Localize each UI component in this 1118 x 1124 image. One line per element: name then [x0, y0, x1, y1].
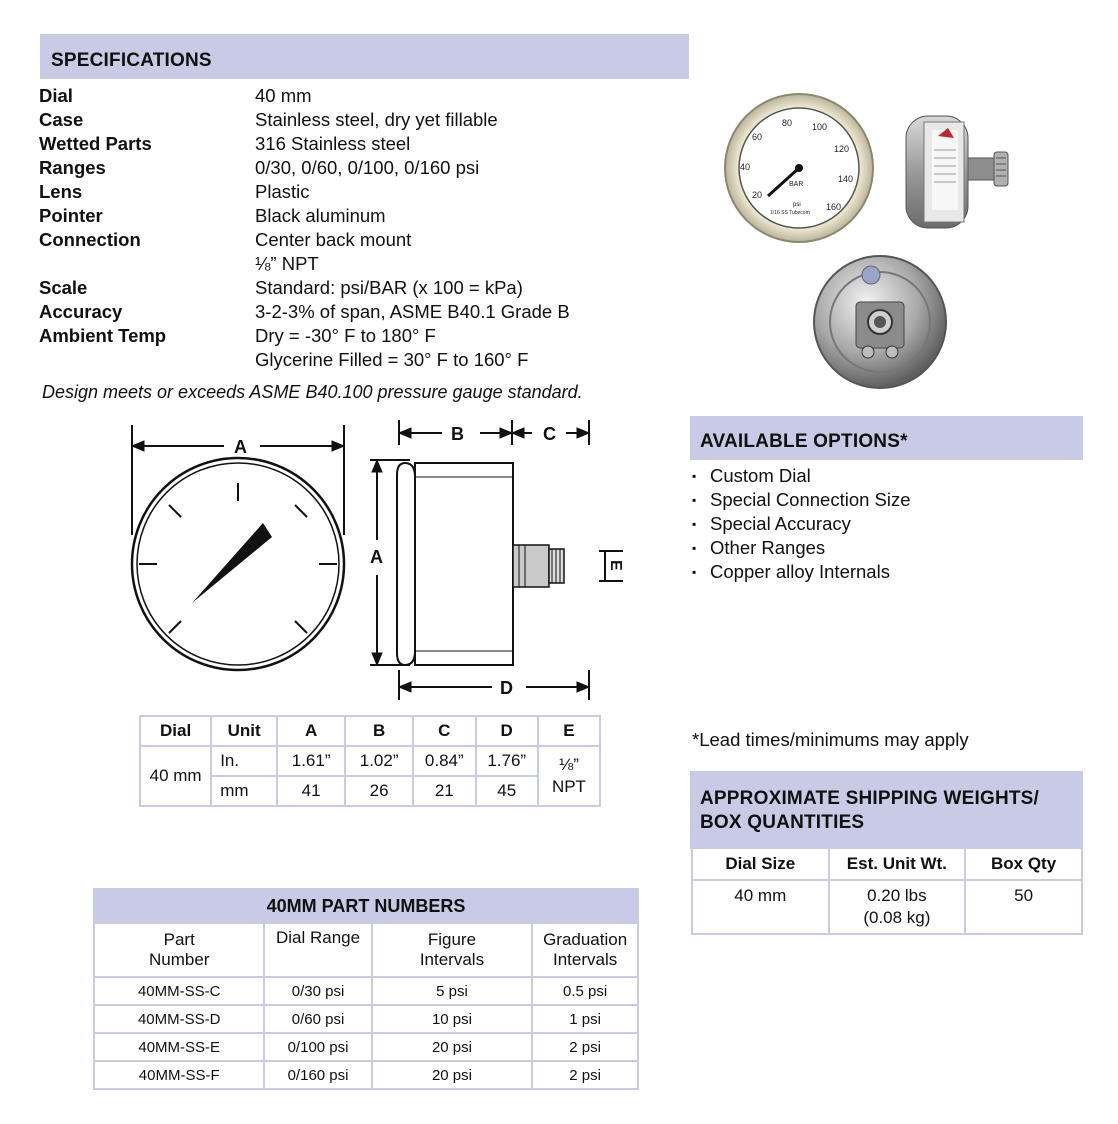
- gauge-photos: [700, 100, 1080, 400]
- col-header: A: [277, 716, 345, 746]
- graduation-interval-cell: 1 psi: [532, 1005, 638, 1033]
- list-item: ▪ Special Accuracy: [692, 512, 911, 536]
- part-numbers-title: 40MM PART NUMBERS: [94, 889, 638, 923]
- options-header: [690, 416, 1083, 460]
- a-cell: 41: [277, 776, 345, 806]
- figure-interval-cell: 20 psi: [372, 1033, 533, 1061]
- table-row: [94, 1033, 638, 1061]
- e-cell-line2: NPT: [551, 777, 586, 796]
- spec-label: Accuracy: [39, 301, 123, 322]
- col-header: Est. Unit Wt.: [829, 848, 966, 880]
- graduation-interval-cell: 2 psi: [532, 1033, 638, 1061]
- spec-label: Wetted Parts: [39, 133, 152, 154]
- col-header: Figure Intervals: [372, 923, 533, 977]
- dimensions-header-row: [140, 716, 600, 746]
- dim-label-c: C: [543, 424, 556, 444]
- col-header: E: [538, 716, 600, 746]
- spec-label: Dial: [39, 85, 73, 106]
- dial-range-cell: 0/60 psi: [264, 1005, 371, 1033]
- dial-number: 100: [812, 122, 828, 132]
- col-header: Dial Size: [692, 848, 829, 880]
- front-view-drawing: [132, 425, 344, 670]
- col-header: Box Qty: [965, 848, 1082, 880]
- shipping-header: [690, 771, 1083, 849]
- c-cell: 0.84”: [413, 746, 475, 776]
- dial-brand-text: 1/16 SS Tubecom: [770, 210, 810, 216]
- col-header: D: [476, 716, 538, 746]
- spec-value: Center back mount: [255, 229, 412, 250]
- table-row: [94, 1061, 638, 1089]
- dial-range-cell: 0/100 psi: [264, 1033, 371, 1061]
- shipping-title-line2: BOX QUANTITIES: [700, 812, 865, 833]
- col-header: C: [413, 716, 475, 746]
- box-qty-cell: 50: [965, 880, 1082, 934]
- dimension-diagram: [120, 415, 624, 705]
- spec-value: Dry = -30° F to 180° F: [255, 325, 436, 346]
- list-item: ▪ Special Connection Size: [692, 488, 911, 512]
- d-cell: 45: [476, 776, 538, 806]
- part-numbers-header-row: [94, 923, 638, 977]
- col-header: Dial: [140, 716, 211, 746]
- figure-interval-cell: 20 psi: [372, 1061, 533, 1089]
- unit-cell: In.: [211, 746, 277, 776]
- spec-value: Glycerine Filled = 30° F to 160° F: [255, 349, 529, 370]
- list-item: ▪ Other Ranges: [692, 536, 911, 560]
- col-header: Unit: [211, 716, 277, 746]
- spec-label: Lens: [39, 181, 83, 202]
- table-row: [94, 977, 638, 1005]
- shipping-table: [691, 847, 1083, 935]
- b-cell: 1.02”: [345, 746, 413, 776]
- dial-range-cell: 0/30 psi: [264, 977, 371, 1005]
- dim-label-a-side: A: [370, 547, 383, 567]
- dial-number: 40: [740, 162, 751, 172]
- options-title: AVAILABLE OPTIONS*: [700, 431, 908, 452]
- part-number-cell: 40MM-SS-D: [94, 1005, 264, 1033]
- spec-value: ⅛” NPT: [255, 253, 319, 274]
- spec-value: 0/30, 0/60, 0/100, 0/160 psi: [255, 157, 480, 178]
- specifications-header: [40, 34, 689, 79]
- asme-note: Design meets or exceeds ASME B40.100 pressure gauge standard.: [42, 382, 583, 402]
- part-number-cell: 40MM-SS-C: [94, 977, 264, 1005]
- unit-weight-kg: (0.08 kg): [863, 908, 931, 927]
- dimensions-table: [139, 715, 601, 807]
- graduation-interval-cell: 2 psi: [532, 1061, 638, 1089]
- table-row: [140, 746, 600, 776]
- options-list: [692, 464, 911, 584]
- b-cell: 26: [345, 776, 413, 806]
- dim-label-a-front: A: [234, 437, 247, 457]
- dial-number: 120: [834, 144, 850, 154]
- e-cell-line1: ⅛”: [559, 755, 579, 774]
- lead-times-note: *Lead times/minimums may apply: [692, 729, 969, 750]
- dial-number: 140: [838, 174, 854, 184]
- dial-cell: 40 mm: [140, 746, 211, 806]
- d-cell: 1.76”: [476, 746, 538, 776]
- gauge-side-photo: [906, 116, 1008, 228]
- dim-label-d: D: [500, 678, 513, 698]
- list-item: ▪ Custom Dial: [692, 464, 911, 488]
- spec-value: Plastic: [255, 181, 310, 202]
- spec-label: Connection: [39, 229, 141, 250]
- dial-number: 80: [782, 118, 793, 128]
- figure-interval-cell: 10 psi: [372, 1005, 533, 1033]
- side-view-drawing: [370, 420, 623, 700]
- unit-weight-cell: [829, 880, 966, 934]
- spec-label: Ranges: [39, 157, 106, 178]
- dial-number: 160: [826, 202, 842, 212]
- part-number-cell: 40MM-SS-E: [94, 1033, 264, 1061]
- gauge-back-photo: [814, 256, 946, 388]
- part-numbers-table: [93, 888, 639, 1090]
- table-row: [692, 880, 1082, 934]
- spec-value: Standard: psi/BAR (x 100 = kPa): [255, 277, 523, 298]
- c-cell: 21: [413, 776, 475, 806]
- a-cell: 1.61”: [277, 746, 345, 776]
- dial-range-cell: 0/160 psi: [264, 1061, 371, 1089]
- dial-psi-text: psi: [793, 202, 801, 208]
- col-header: Dial Range: [264, 923, 371, 977]
- dim-label-b: B: [451, 424, 464, 444]
- dial-bar-text: BAR: [789, 181, 804, 188]
- shipping-header-row: [692, 848, 1082, 880]
- specifications-title: SPECIFICATIONS: [51, 50, 212, 71]
- gauge-front-photo: [725, 94, 873, 242]
- dial-number: 20: [752, 190, 763, 200]
- unit-weight-lbs: 0.20 lbs: [867, 886, 927, 905]
- spec-value: 3-2-3% of span, ASME B40.1 Grade B: [255, 301, 570, 322]
- spec-value: 40 mm: [255, 85, 312, 106]
- dial-number: 60: [752, 132, 763, 142]
- spec-label: Case: [39, 109, 84, 130]
- shipping-title-line1: APPROXIMATE SHIPPING WEIGHTS/: [700, 788, 1040, 809]
- graduation-interval-cell: 0.5 psi: [532, 977, 638, 1005]
- e-cell: [538, 746, 600, 806]
- dial-size-cell: 40 mm: [692, 880, 829, 934]
- list-item: ▪ Copper alloy Internals: [692, 560, 911, 584]
- col-header: Graduation Intervals: [532, 923, 638, 977]
- col-header: B: [345, 716, 413, 746]
- part-number-cell: 40MM-SS-F: [94, 1061, 264, 1089]
- spec-label: Scale: [39, 277, 88, 298]
- table-row: [94, 1005, 638, 1033]
- spec-value: 316 Stainless steel: [255, 133, 411, 154]
- spec-value: Stainless steel, dry yet fillable: [255, 109, 498, 130]
- spec-value: Black aluminum: [255, 205, 386, 226]
- spec-label: Pointer: [39, 205, 103, 226]
- dim-label-e: E: [607, 560, 624, 571]
- unit-cell: mm: [211, 776, 277, 806]
- spec-label: Ambient Temp: [39, 325, 167, 346]
- figure-interval-cell: 5 psi: [372, 977, 533, 1005]
- col-header: Part Number: [94, 923, 264, 977]
